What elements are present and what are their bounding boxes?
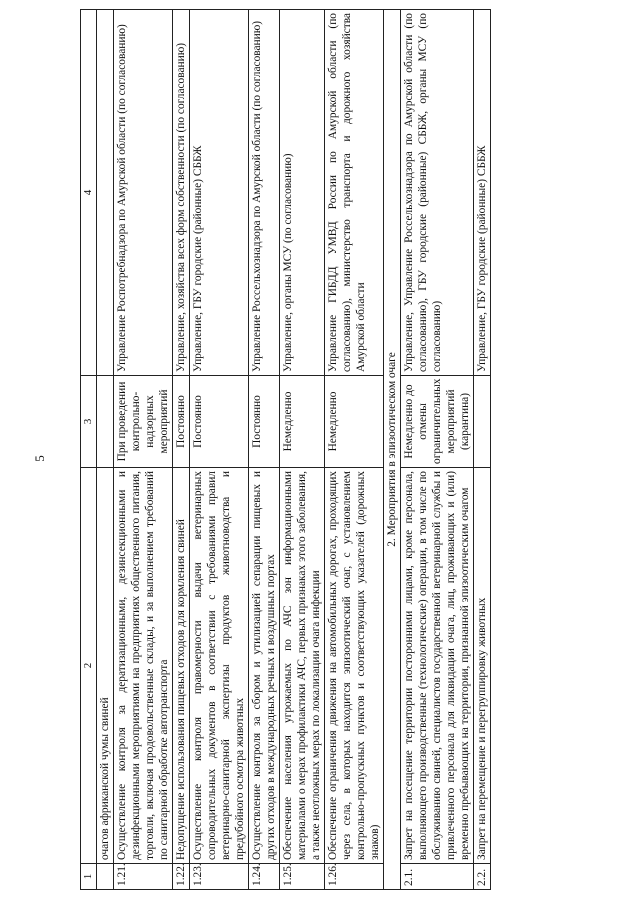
page-number: 5 (31, 455, 47, 462)
row-term: Немедленно до отмены ограничительных мероприятий (карантина) (401, 376, 474, 468)
table-row (280, 10, 325, 890)
header-col-3: 3 (81, 376, 97, 468)
row-number: 2.1. (401, 864, 474, 890)
row-executor: Управление Россельхознадзора по Амурской области (по согласованию) (249, 10, 280, 376)
section-heading: 2. Мероприятия в эпизоотическом очаге (384, 10, 401, 890)
measures-table (80, 9, 491, 890)
row-measure: Осуществление контроля правомерности выдачи ветеринарных сопроводительных документов в соответствии с требованиями правил ветеринарно-санитарной экспертизы продуктов животноводства и предубойного осмотра животных (190, 468, 249, 864)
table-row (474, 10, 491, 890)
header-col-2: 2 (81, 468, 97, 864)
table-row (114, 10, 173, 890)
table-row (97, 10, 114, 890)
row-executor: Управление ГИБДД УМВД России по Амурской области (по согласованию), министерство транспорта и дорожного хозяйства Амурской области (325, 10, 384, 376)
table-row (173, 10, 190, 890)
row-measure: Запрет на перемещение и перегруппировку животных (474, 468, 491, 864)
row-number: 2.2. (474, 864, 491, 890)
table-row (325, 10, 384, 890)
section-heading-row (384, 10, 401, 890)
row-number: 1.21. (114, 864, 173, 890)
row-term (474, 376, 491, 468)
row-term: Немедленно (325, 376, 384, 468)
table-row (401, 10, 474, 890)
row-executor: Управление, Управление Россельхознадзора по Амурской области (по согласованию), ГБУ городские (районные) СББЖ, органы МСУ (по согласованию) (401, 10, 474, 376)
row-number (97, 864, 114, 890)
measures-table-page (80, 10, 605, 890)
row-executor: Управление, ГБУ городские (районные) СББЖ (190, 10, 249, 376)
row-measure: Осуществление контроля за дератизационными, дезинсекционными и дезинфекционными мероприятиями на предприятиях общественного питания, торговли, включая продовольственные склады, и за выполнением требований по санитарной обработке автотранспорта (114, 468, 173, 864)
row-executor: Управление, хозяйства всех форм собственности (по согласованию) (173, 10, 190, 376)
row-term (97, 376, 114, 468)
row-measure: Обеспечение ограничения движения на автомобильных дорогах, проходящих через села, в которых находится эпизоотический очаг, с установлением контрольно-пропускных пунктов и соответствующих указателей (дорожных знаков) (325, 468, 384, 864)
row-term: Постоянно (190, 376, 249, 468)
row-measure: Недопущение использования пищевых отходов для кормления свиней (173, 468, 190, 864)
row-measure: Осуществление контроля за сбором и утилизацией сепарации пищевых и других отходов в международных речных и воздушных портах (249, 468, 280, 864)
table-header-row (81, 10, 97, 890)
row-term: Постоянно (173, 376, 190, 468)
row-term: При проведении контрольно-надзорных мероприятий (114, 376, 173, 468)
row-executor (97, 10, 114, 376)
row-term: Постоянно (249, 376, 280, 468)
header-col-4: 4 (81, 10, 97, 376)
row-executor: Управление Роспотребнадзора по Амурской области (по согласованию) (114, 10, 173, 376)
row-executor: Управление, органы МСУ (по согласованию) (280, 10, 325, 376)
table-row (190, 10, 249, 890)
row-measure: очагов африканской чумы свиней (97, 468, 114, 864)
row-term: Немедленно (280, 376, 325, 468)
row-measure: Запрет на посещение территории посторонними лицами, кроме персонала, выполняющего производственные (технологические) операции, в том числе по обслуживанию свиней, специалистов государственной ветеринарной службы и привлеченного персонала для ликвидации очага, лиц, проживающих и (или) временно пребывающих на территории, признанной эпизоотическим очагом (401, 468, 474, 864)
row-number: 1.26. (325, 864, 384, 890)
header-col-1: 1 (81, 864, 97, 890)
row-measure: Обеспечение населения угрожаемых по АЧС зон информационными материалами о мерах профилактики АЧС, первых признаках этого заболевания, а также неотложных мерах по локализации очага инфекции (280, 468, 325, 864)
row-number: 1.25. (280, 864, 325, 890)
table-row (249, 10, 280, 890)
row-number: 1.23. (190, 864, 249, 890)
row-number: 1.24. (249, 864, 280, 890)
row-number: 1.22. (173, 864, 190, 890)
row-executor: Управление, ГБУ городские (районные) СББЖ (474, 10, 491, 376)
